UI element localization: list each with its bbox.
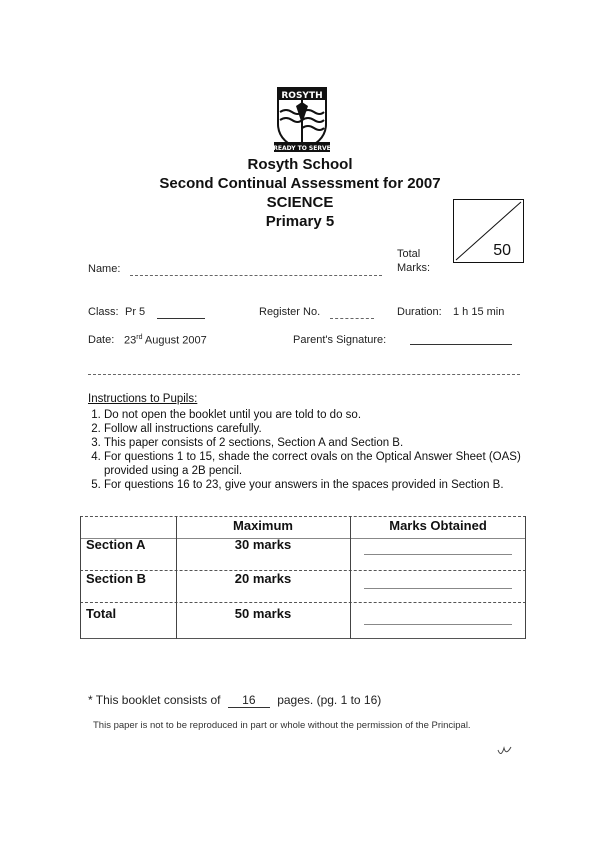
instructions xyxy=(88,392,528,492)
class-field[interactable] xyxy=(157,318,205,319)
duration-value: 1 h 15 min xyxy=(453,306,505,318)
school-name: Rosyth School xyxy=(247,156,353,173)
date-value xyxy=(124,334,207,347)
row-section-a-obtained[interactable] xyxy=(364,554,512,555)
instructions-title: Instructions to Pupils: xyxy=(88,393,198,405)
booklet-info-prefix: * This booklet consists of xyxy=(88,693,221,707)
table-col-divider xyxy=(350,516,351,639)
crest-top-text: ROSYTH xyxy=(281,91,323,101)
table-row-divider xyxy=(80,602,526,603)
copyright-notice: This paper is not to be reproduced in part or whole without the permission of the Principal. xyxy=(93,720,471,731)
marks-label: Marks: xyxy=(397,262,430,274)
date-day: 23 xyxy=(124,334,137,347)
booklet-info xyxy=(88,693,381,708)
row-section-a-label: Section A xyxy=(86,537,146,552)
pages-count: 16 xyxy=(228,693,270,708)
table-border-top xyxy=(80,516,526,517)
date-month-year: August 2007 xyxy=(142,334,207,347)
subject-title: SCIENCE xyxy=(266,194,334,211)
register-label: Register No. xyxy=(259,306,321,318)
total-marks-value: 50 xyxy=(493,242,511,259)
row-section-a-max: 30 marks xyxy=(234,537,292,552)
booklet-info-suffix: pages. (pg. 1 to 16) xyxy=(277,693,382,707)
date-label: Date: xyxy=(88,334,115,346)
row-total-max: 50 marks xyxy=(234,606,292,621)
row-section-b-max: 20 marks xyxy=(234,571,292,586)
instruction-item: 1. Do not open the booklet until you are told to do so. xyxy=(104,408,528,422)
class-label: Class: xyxy=(88,306,119,318)
exam-title: Second Continual Assessment for 2007 xyxy=(159,175,441,192)
header-maximum: Maximum xyxy=(233,518,293,533)
total-label: Total xyxy=(397,248,421,260)
register-field[interactable] xyxy=(330,318,374,319)
duration-label: Duration: xyxy=(397,306,442,318)
name-field[interactable] xyxy=(130,275,382,276)
table-border-right xyxy=(525,516,526,639)
marks-table xyxy=(80,516,526,639)
instruction-item: 2. Follow all instructions carefully. xyxy=(104,422,528,436)
name-label: Name: xyxy=(88,263,121,275)
row-total-obtained[interactable] xyxy=(364,624,512,625)
parent-signature-label: Parent's Signature: xyxy=(293,334,387,346)
row-total-label: Total xyxy=(86,606,117,621)
table-border-bottom xyxy=(80,638,526,639)
table-border-left xyxy=(80,516,81,639)
header-marks-obtained: Marks Obtained xyxy=(389,518,487,533)
instruction-item: 3. This paper consists of 2 sections, Section A and Section B. xyxy=(104,436,528,450)
handwritten-mark-icon xyxy=(496,744,514,765)
date-suffix: rd xyxy=(136,334,143,341)
instruction-item: 5. For questions 16 to 23, give your answers in the spaces provided in Section B. xyxy=(104,478,528,492)
header-divider xyxy=(88,374,520,375)
total-marks-box xyxy=(453,199,524,263)
school-crest-logo xyxy=(272,84,332,154)
parent-signature-field[interactable] xyxy=(410,344,512,345)
row-section-b-obtained[interactable] xyxy=(364,588,512,589)
level-title: Primary 5 xyxy=(265,213,335,230)
crest-motto: READY TO SERVE xyxy=(273,145,331,152)
class-value: Pr 5 xyxy=(125,306,146,318)
instruction-item: 4. For questions 1 to 15, shade the correct ovals on the Optical Answer Sheet (OAS) provided using a 2B pencil. xyxy=(104,450,528,478)
row-section-b-label: Section B xyxy=(86,571,146,586)
